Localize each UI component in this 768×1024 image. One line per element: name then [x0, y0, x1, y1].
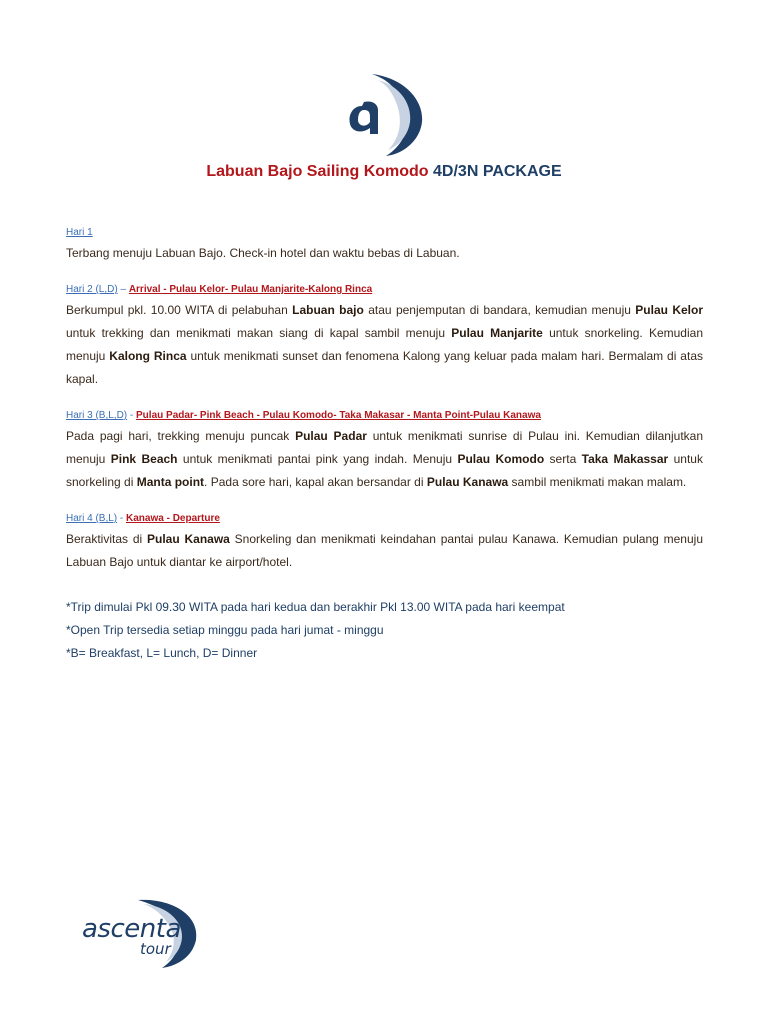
- day-1: [66, 226, 703, 265]
- day-route: Kanawa - Departure: [126, 513, 220, 524]
- day-description: Berkumpul pkl. 10.00 WITA di pelabuhan Labuan bajo atau penjemputan di bandara, kemudian menuju Pulau Kelor untuk trekking dan menikmati makan siang di kapal sambil menuju Pulau Manjarite untuk snorkeling. Kemudian menuju Kalong Rinca untuk menikmati sunset dan fenomena Kalong yang keluar pada malam hari. Bermalam di atas kapal.: [66, 303, 703, 386]
- day-label: Hari 4 (B,L): [66, 513, 118, 524]
- day-heading: Hari 3 (B,L,D) - Pulau Padar- Pink Beach - Pulau Komodo- Taka Makasar - Manta Point-Pulau Kanawa: [66, 410, 541, 421]
- note-meal-legend: *B= Breakfast, L= Lunch, D= Dinner: [66, 646, 258, 660]
- brand-name: ascenta: [82, 914, 181, 944]
- note-schedule: *Trip dimulai Pkl 09.30 WITA pada hari kedua dan berakhir Pkl 13.00 WITA pada hari keempat: [66, 600, 565, 614]
- day-4: [66, 512, 703, 574]
- day-description: Beraktivitas di Pulau Kanawa Snorkeling dan menikmati keindahan pantai pulau Kanawa. Kemudian pulang menuju Labuan Bajo untuk diantar ke airport/hotel.: [66, 532, 703, 569]
- day-route: Arrival - Pulau Kelor- Pulau Manjarite-Kalong Rinca: [128, 284, 373, 295]
- day-description: Terbang menuju Labuan Bajo. Check-in hotel dan waktu bebas di Labuan.: [66, 246, 460, 260]
- day-2: [66, 283, 703, 391]
- day-label: Hari 3 (B,L,D): [66, 410, 128, 421]
- note-open-trip: *Open Trip tersedia setiap minggu pada hari jumat - minggu: [66, 623, 384, 637]
- day-heading: [66, 226, 703, 239]
- day-route: Pulau Padar- Pink Beach - Pulau Komodo- Taka Makasar - Manta Point-Pulau Kanawa: [136, 410, 541, 421]
- title-main: Labuan Bajo Sailing Komodo: [206, 163, 429, 180]
- day-heading: Hari 4 (B,L) - Kanawa - Departure: [66, 513, 220, 524]
- day-label: Hari 1: [66, 227, 93, 238]
- title-package: 4D/3N PACKAGE: [433, 163, 562, 180]
- ascenta-tour-logo: [78, 896, 202, 968]
- day-description: Pada pagi hari, trekking menuju puncak Pulau Padar untuk menikmati sunrise di Pulau ini. Kemudian dilanjutkan menuju Pink Beach untuk menikmati pantai pink yang indah. Menuju Pulau Komodo serta Taka Makassar untuk snorkeling di Manta point. Pada sore hari, kapal akan bersandar di Pulau Kanawa sambil menikmati makan malam.: [66, 429, 704, 489]
- itinerary: [66, 226, 703, 665]
- brand-subtitle: tour: [140, 940, 171, 958]
- day-label: Hari 2 (L,D): [66, 284, 118, 295]
- day-3: [66, 409, 703, 494]
- day-heading: Hari 2 (L,D) – Arrival - Pulau Kelor- Pulau Manjarite-Kalong Rinca: [66, 284, 373, 295]
- trip-notes: [66, 596, 703, 665]
- page-title: [0, 163, 768, 181]
- company-logo-mark: [342, 70, 426, 158]
